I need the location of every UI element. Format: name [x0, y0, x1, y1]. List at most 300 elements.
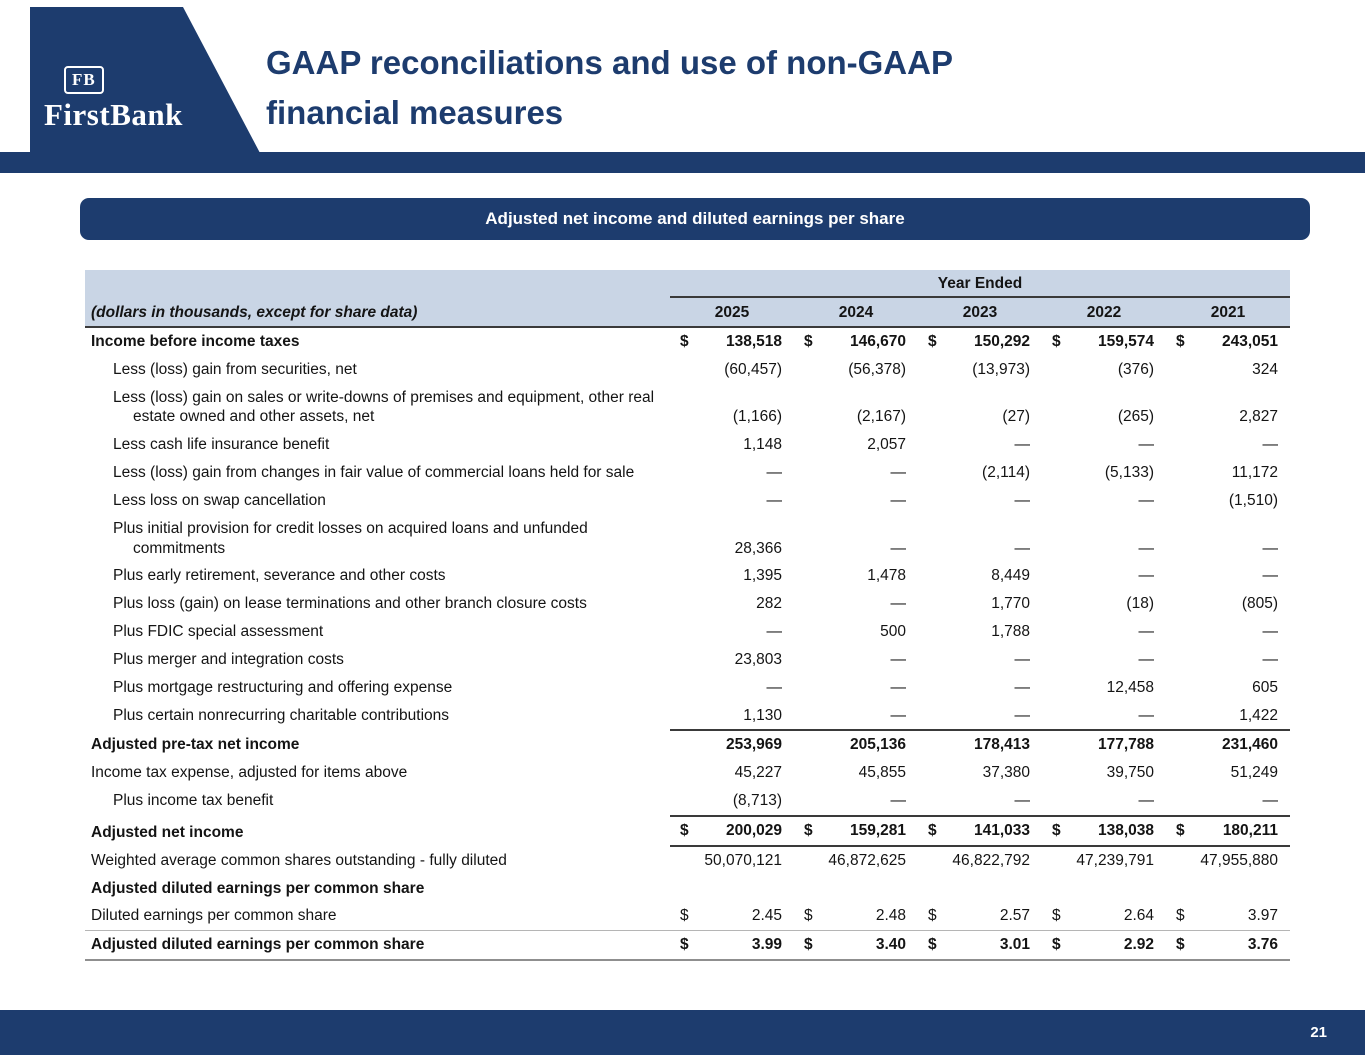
- value-cell: [1166, 817, 1290, 845]
- cell-value: 1,422: [1239, 706, 1278, 724]
- row-label: Income before income taxes: [91, 333, 300, 350]
- cell-value: 1,478: [867, 567, 906, 585]
- cell-value: 28,366: [734, 539, 782, 557]
- table-row: [85, 902, 1290, 930]
- cell-value: 146,670: [849, 333, 906, 350]
- value-cell: [1166, 894, 1290, 902]
- cell-value: 45,227: [734, 764, 782, 782]
- row-label: Adjusted diluted earnings per common share: [91, 879, 425, 897]
- row-label: Plus mortgage restructuring and offering expense: [113, 678, 453, 696]
- row-label: Less cash life insurance benefit: [113, 436, 330, 454]
- value-cell: [1042, 787, 1166, 815]
- value-cell: [1042, 562, 1166, 590]
- year-columns: [670, 298, 1290, 326]
- row-values: [670, 674, 1290, 702]
- value-cell: [670, 646, 794, 674]
- cell-value: —: [1014, 678, 1030, 696]
- value-cell: [1042, 431, 1166, 459]
- value-cell: [1042, 759, 1166, 787]
- value-cell: [794, 487, 918, 515]
- row-values: [670, 431, 1290, 459]
- cell-value: —: [766, 491, 782, 509]
- firstbank-logo: [44, 66, 183, 133]
- cell-value: —: [1138, 436, 1154, 454]
- dollar-sign: $: [804, 333, 813, 350]
- value-cell: [918, 535, 1042, 563]
- row-label: Adjusted pre-tax net income: [91, 736, 300, 754]
- value-cell: [1042, 328, 1166, 356]
- row-label: Plus initial provision for credit losses on acquired loans and unfunded commitments: [113, 519, 588, 557]
- cell-value: 2.64: [1123, 907, 1154, 925]
- dollar-sign: $: [1052, 821, 1061, 839]
- value-cell: [670, 618, 794, 646]
- dollar-sign: $: [928, 907, 937, 925]
- value-cell: [918, 487, 1042, 515]
- value-cell: [670, 431, 794, 459]
- table-row: [85, 384, 1290, 432]
- table-row: [85, 590, 1290, 618]
- value-cell: [918, 674, 1042, 702]
- value-cell: [1166, 535, 1290, 563]
- table-row: [85, 875, 1290, 903]
- cell-value: 1,395: [743, 567, 782, 585]
- value-cell: [1042, 646, 1166, 674]
- cell-value: 324: [1252, 360, 1278, 378]
- value-cell: [918, 459, 1042, 487]
- value-cell: [1166, 646, 1290, 674]
- table-header: [85, 270, 1290, 328]
- cell-value: —: [1014, 436, 1030, 454]
- value-cell: [918, 646, 1042, 674]
- dollar-sign: $: [680, 936, 689, 954]
- row-label: Plus merger and integration costs: [113, 650, 344, 668]
- row-label: Plus FDIC special assessment: [113, 623, 324, 641]
- cell-value: (13,973): [972, 360, 1030, 378]
- row-values: [670, 562, 1290, 590]
- cell-value: (376): [1117, 360, 1154, 378]
- dollar-sign: $: [1052, 936, 1061, 954]
- table-row: [85, 729, 1290, 759]
- cell-value: 200,029: [725, 821, 782, 839]
- value-cell: [1166, 403, 1290, 431]
- row-label: Diluted earnings per common share: [91, 907, 337, 925]
- table-row: [85, 487, 1290, 515]
- value-cell: [1166, 759, 1290, 787]
- value-cell: [1042, 487, 1166, 515]
- value-cell: [1166, 674, 1290, 702]
- value-cell: [1042, 847, 1166, 875]
- value-cell: [794, 787, 918, 815]
- value-cell: [794, 847, 918, 875]
- cell-value: —: [1138, 567, 1154, 585]
- cell-value: 2.57: [999, 907, 1030, 925]
- cell-value: 605: [1252, 678, 1278, 696]
- value-cell: [794, 431, 918, 459]
- value-cell: [1042, 403, 1166, 431]
- value-cell: [1042, 731, 1166, 759]
- cell-value: —: [1138, 650, 1154, 668]
- value-cell: [794, 403, 918, 431]
- cell-value: —: [1138, 623, 1154, 641]
- cell-value: 282: [756, 595, 782, 613]
- value-cell: [1166, 328, 1290, 356]
- value-cell: [918, 590, 1042, 618]
- value-cell: [670, 562, 794, 590]
- value-cell: [670, 731, 794, 759]
- value-cell: [1166, 787, 1290, 815]
- cell-value: —: [766, 464, 782, 482]
- row-values: [670, 787, 1290, 815]
- cell-value: 180,211: [1222, 821, 1278, 839]
- cell-value: —: [1138, 792, 1154, 810]
- section-banner-label: Adjusted net income and diluted earnings per share: [485, 209, 905, 228]
- cell-value: 45,855: [858, 764, 906, 782]
- row-label: Income tax expense, adjusted for items above: [91, 764, 408, 782]
- value-cell: [670, 590, 794, 618]
- cell-value: (27): [1002, 408, 1030, 426]
- cell-value: 1,130: [743, 706, 782, 724]
- cell-value: 39,750: [1106, 764, 1154, 782]
- value-cell: [670, 787, 794, 815]
- cell-value: 2.45: [751, 907, 782, 925]
- dollar-sign: $: [1052, 907, 1061, 925]
- value-cell: [918, 431, 1042, 459]
- row-values: [670, 535, 1290, 563]
- cell-value: —: [890, 678, 906, 696]
- dollar-sign: $: [1052, 333, 1061, 350]
- value-cell: [794, 702, 918, 730]
- cell-value: —: [1014, 539, 1030, 557]
- table-header-group-row: [85, 270, 1290, 298]
- value-cell: [670, 894, 794, 902]
- value-cell: [794, 328, 918, 356]
- cell-value: 1,788: [991, 623, 1030, 641]
- value-cell: [918, 731, 1042, 759]
- cell-value: 3.97: [1247, 907, 1278, 925]
- value-cell: [1042, 618, 1166, 646]
- value-cell: [1166, 431, 1290, 459]
- value-cell: [1042, 674, 1166, 702]
- cell-value: 46,872,625: [828, 851, 906, 869]
- value-cell: [794, 535, 918, 563]
- year-ended-header: Year Ended: [670, 270, 1290, 298]
- row-values: [670, 618, 1290, 646]
- value-cell: [794, 674, 918, 702]
- cell-value: —: [1138, 491, 1154, 509]
- value-cell: [670, 847, 794, 875]
- section-banner: [80, 198, 1310, 240]
- value-cell: [794, 759, 918, 787]
- value-cell: [794, 894, 918, 902]
- table-row: [85, 328, 1290, 356]
- cell-value: —: [1262, 567, 1278, 585]
- dollar-sign: $: [1176, 333, 1185, 350]
- year-column-header: 2021: [1210, 304, 1246, 321]
- value-cell: [670, 702, 794, 730]
- dollar-sign: $: [680, 333, 689, 350]
- value-cell: [1166, 931, 1290, 959]
- value-cell: [670, 902, 794, 930]
- value-cell: [1166, 902, 1290, 930]
- value-cell: [794, 931, 918, 959]
- cell-value: 1,148: [743, 436, 782, 454]
- cell-value: —: [1138, 539, 1154, 557]
- cell-value: 177,788: [1097, 736, 1154, 754]
- value-cell: [670, 403, 794, 431]
- row-values: [670, 847, 1290, 875]
- table-row: [85, 930, 1290, 959]
- cell-value: 3.99: [751, 936, 782, 954]
- row-label: Less loss on swap cancellation: [113, 491, 326, 509]
- cell-value: —: [1014, 491, 1030, 509]
- value-cell: [1042, 356, 1166, 384]
- value-cell: [918, 702, 1042, 730]
- cell-value: —: [1138, 706, 1154, 724]
- cell-value: 46,822,792: [952, 851, 1030, 869]
- row-values: [670, 894, 1290, 902]
- cell-value: (2,167): [856, 408, 906, 426]
- cell-value: —: [1262, 623, 1278, 641]
- dollar-sign: $: [928, 936, 937, 954]
- cell-value: —: [890, 539, 906, 557]
- cell-value: —: [890, 706, 906, 724]
- row-values: [670, 815, 1290, 847]
- dollar-sign: $: [804, 907, 813, 925]
- footer-band: [0, 1010, 1365, 1055]
- cell-value: —: [1014, 792, 1030, 810]
- value-cell: [918, 759, 1042, 787]
- table-row: [85, 562, 1290, 590]
- cell-value: (1,510): [1228, 491, 1278, 509]
- reconciliation-table: [85, 270, 1290, 961]
- value-cell: [794, 902, 918, 930]
- cell-value: —: [1262, 792, 1278, 810]
- value-cell: [1042, 590, 1166, 618]
- cell-value: —: [890, 595, 906, 613]
- row-values: [670, 759, 1290, 787]
- cell-value: —: [890, 792, 906, 810]
- cell-value: 2.92: [1123, 936, 1154, 954]
- value-cell: [1042, 535, 1166, 563]
- value-cell: [794, 618, 918, 646]
- value-cell: [1042, 817, 1166, 845]
- page-title: [266, 38, 953, 137]
- value-cell: [918, 787, 1042, 815]
- cell-value: 138,518: [725, 333, 782, 350]
- cell-value: —: [1262, 650, 1278, 668]
- cell-value: 23,803: [734, 650, 782, 668]
- value-cell: [918, 403, 1042, 431]
- cell-value: 51,249: [1230, 764, 1278, 782]
- year-column-header: 2022: [1086, 304, 1122, 321]
- row-values: [670, 590, 1290, 618]
- row-values: [670, 702, 1290, 730]
- cell-value: 178,413: [973, 736, 1030, 754]
- table-row: [85, 759, 1290, 787]
- row-values: [670, 902, 1290, 930]
- dollar-sign: $: [1176, 821, 1185, 839]
- value-cell: [918, 328, 1042, 356]
- row-values: [670, 646, 1290, 674]
- table-row: [85, 356, 1290, 384]
- cell-value: (805): [1241, 595, 1278, 613]
- cell-value: (1,166): [732, 408, 782, 426]
- table-row: [85, 459, 1290, 487]
- dollar-sign: $: [804, 821, 813, 839]
- value-cell: [1166, 590, 1290, 618]
- dollar-sign: $: [804, 936, 813, 954]
- cell-value: (2,114): [982, 464, 1030, 482]
- table-row: [85, 674, 1290, 702]
- cell-value: 205,136: [849, 736, 906, 754]
- value-cell: [670, 328, 794, 356]
- value-cell: [1166, 487, 1290, 515]
- cell-value: 2.48: [875, 907, 906, 925]
- table-row: [85, 787, 1290, 815]
- table-row: [85, 702, 1290, 730]
- cell-value: 37,380: [982, 764, 1030, 782]
- dollar-sign: $: [680, 907, 689, 925]
- cell-value: 2,057: [867, 436, 906, 454]
- cell-value: 8,449: [991, 567, 1030, 585]
- dollar-sign: $: [928, 821, 937, 839]
- value-cell: [670, 356, 794, 384]
- value-cell: [918, 931, 1042, 959]
- cell-value: 150,292: [973, 333, 1030, 350]
- value-cell: [1166, 356, 1290, 384]
- value-cell: [1166, 618, 1290, 646]
- cell-value: (8,713): [732, 792, 782, 810]
- row-label: Less (loss) gain from securities, net: [113, 360, 357, 378]
- row-values: [670, 487, 1290, 515]
- cell-value: 11,172: [1231, 464, 1278, 482]
- cell-value: —: [1262, 539, 1278, 557]
- page-title-line1: GAAP reconciliations and use of non-GAAP: [266, 44, 953, 81]
- value-cell: [794, 646, 918, 674]
- value-cell: [670, 817, 794, 845]
- header-divider-band: [0, 152, 1365, 173]
- value-cell: [794, 459, 918, 487]
- row-values: [670, 459, 1290, 487]
- year-column-header: 2024: [838, 304, 874, 321]
- value-cell: [918, 562, 1042, 590]
- value-cell: [918, 847, 1042, 875]
- table-row: [85, 815, 1290, 847]
- row-label: Plus certain nonrecurring charitable contributions: [113, 706, 450, 724]
- table-row: [85, 618, 1290, 646]
- row-values: [670, 403, 1290, 431]
- cell-value: 47,955,880: [1200, 851, 1278, 869]
- row-label: Adjusted diluted earnings per common share: [91, 936, 425, 954]
- row-label: Plus early retirement, severance and other costs: [113, 567, 446, 585]
- cell-value: 500: [880, 623, 906, 641]
- value-cell: [1166, 459, 1290, 487]
- units-note: (dollars in thousands, except for share data): [91, 304, 418, 321]
- value-cell: [670, 487, 794, 515]
- row-label: Less (loss) gain from changes in fair value of commercial loans held for sale: [113, 464, 635, 482]
- row-values: [670, 356, 1290, 384]
- value-cell: [670, 931, 794, 959]
- value-cell: [1042, 931, 1166, 959]
- dollar-sign: $: [1176, 907, 1185, 925]
- cell-value: (5,133): [1104, 464, 1154, 482]
- cell-value: —: [1014, 650, 1030, 668]
- row-label: Adjusted net income: [91, 823, 244, 841]
- cell-value: 12,458: [1106, 678, 1154, 696]
- header-spacer: [85, 270, 670, 298]
- cell-value: —: [890, 650, 906, 668]
- cell-value: 141,033: [973, 821, 1030, 839]
- table-row: [85, 431, 1290, 459]
- cell-value: 1,770: [991, 595, 1030, 613]
- dollar-sign: $: [1176, 936, 1185, 954]
- cell-value: 138,038: [1097, 821, 1154, 839]
- value-cell: [1166, 731, 1290, 759]
- row-label: Plus income tax benefit: [113, 792, 274, 810]
- dollar-sign: $: [680, 821, 689, 839]
- value-cell: [794, 562, 918, 590]
- value-cell: [670, 759, 794, 787]
- value-cell: [1166, 702, 1290, 730]
- value-cell: [918, 817, 1042, 845]
- cell-value: 50,070,121: [704, 851, 782, 869]
- cell-value: —: [890, 464, 906, 482]
- value-cell: [670, 459, 794, 487]
- cell-value: (18): [1126, 595, 1154, 613]
- year-column-header: 2023: [962, 304, 998, 321]
- cell-value: 3.76: [1247, 936, 1278, 954]
- table-row: [85, 515, 1290, 563]
- value-cell: [918, 902, 1042, 930]
- value-cell: [918, 356, 1042, 384]
- row-label: Plus loss (gain) on lease terminations and other branch closure costs: [113, 595, 587, 613]
- value-cell: [670, 535, 794, 563]
- page-number: 21: [1310, 1024, 1327, 1041]
- cell-value: —: [1014, 706, 1030, 724]
- value-cell: [1042, 702, 1166, 730]
- brand-wordmark: FirstBank: [44, 97, 183, 132]
- cell-value: —: [1262, 436, 1278, 454]
- cell-value: —: [766, 678, 782, 696]
- cell-value: 253,969: [725, 736, 782, 754]
- value-cell: [1042, 459, 1166, 487]
- cell-value: 159,281: [849, 821, 906, 839]
- table-body: [85, 328, 1290, 959]
- value-cell: [794, 356, 918, 384]
- row-values: [670, 328, 1290, 356]
- cell-value: (56,378): [848, 360, 906, 378]
- year-column-header: 2025: [714, 304, 750, 321]
- cell-value: —: [766, 623, 782, 641]
- cell-value: (265): [1117, 408, 1154, 426]
- cell-value: —: [890, 491, 906, 509]
- value-cell: [794, 817, 918, 845]
- cell-value: 159,574: [1097, 333, 1154, 350]
- value-cell: [794, 731, 918, 759]
- value-cell: [1166, 562, 1290, 590]
- table-row: [85, 646, 1290, 674]
- cell-value: (60,457): [724, 360, 782, 378]
- cell-value: 47,239,791: [1076, 851, 1154, 869]
- value-cell: [1042, 902, 1166, 930]
- row-values: [670, 931, 1290, 959]
- page-title-line2: financial measures: [266, 93, 564, 131]
- dollar-sign: $: [928, 333, 937, 350]
- value-cell: [918, 894, 1042, 902]
- value-cell: [918, 618, 1042, 646]
- value-cell: [670, 674, 794, 702]
- cell-value: 243,051: [1221, 333, 1278, 350]
